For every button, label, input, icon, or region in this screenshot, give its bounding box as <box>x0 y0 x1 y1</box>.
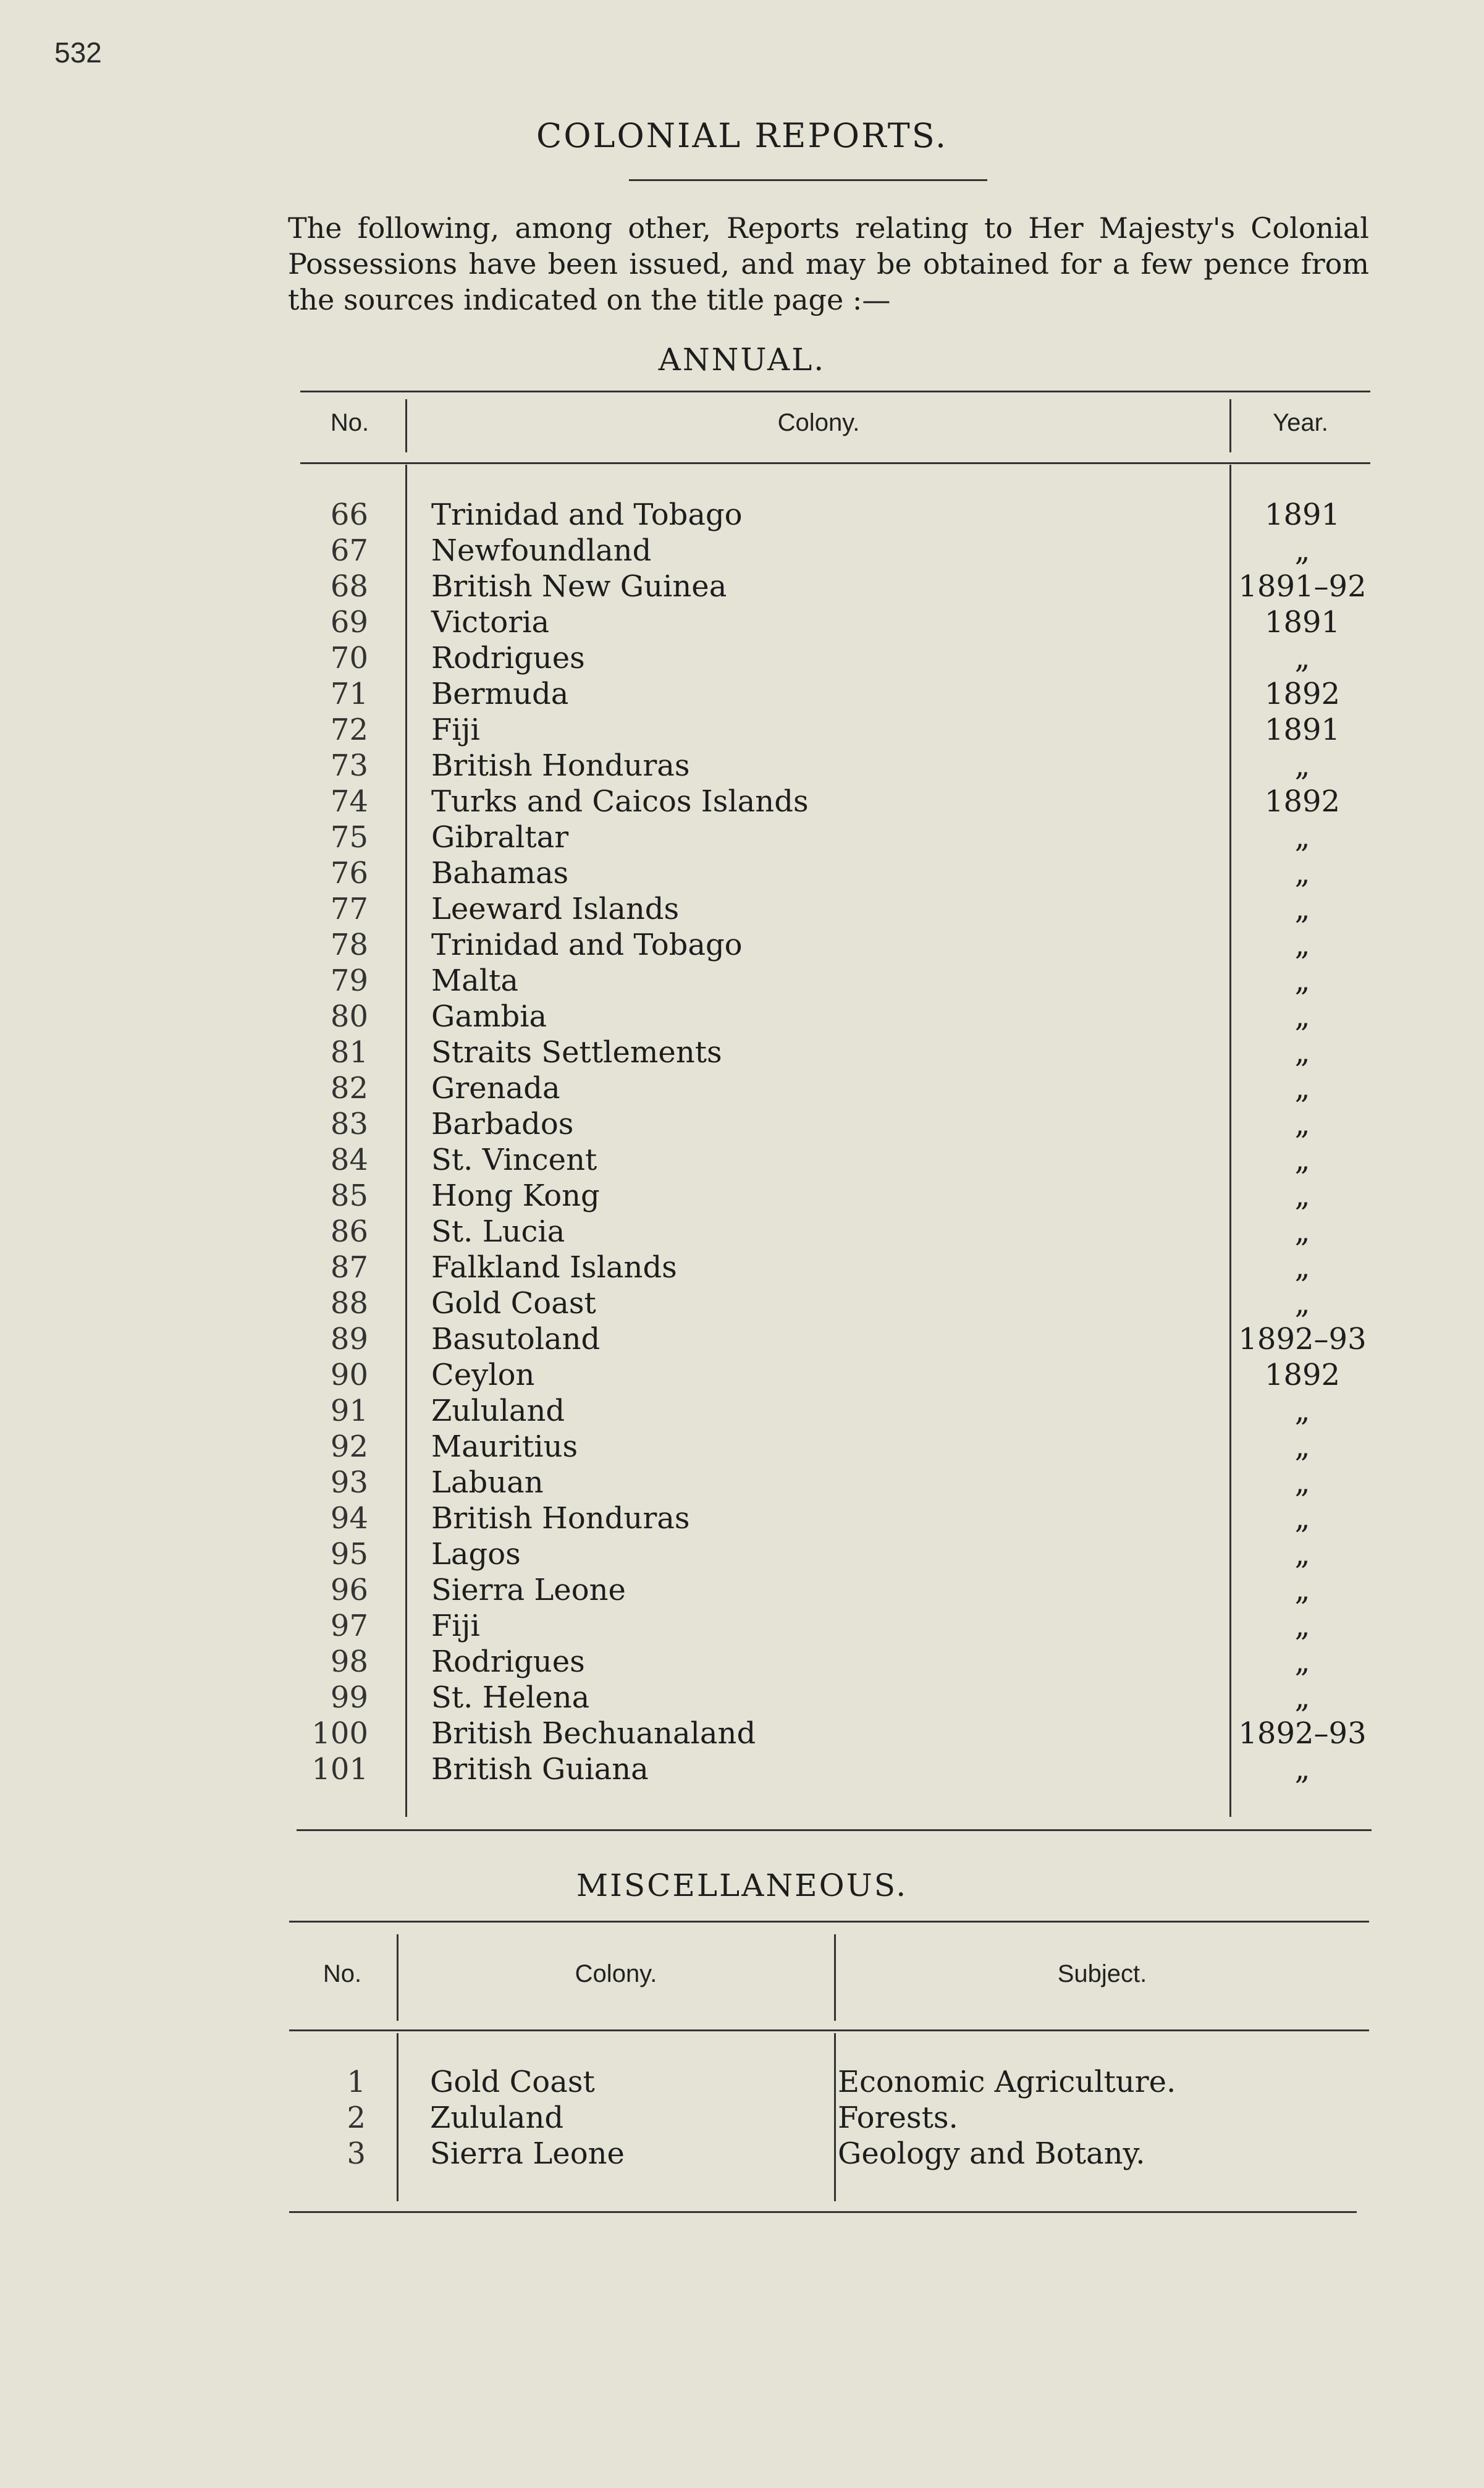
annual-row <box>288 640 1383 676</box>
annual-row-year: „ <box>1294 928 1310 962</box>
annual-row-number: 79 <box>330 963 368 998</box>
annual-row-number: 67 <box>330 533 368 568</box>
annual-row <box>288 748 1383 784</box>
annual-row-number: 89 <box>330 1322 368 1356</box>
annual-row-colony: British Bechuanaland <box>431 1716 756 1751</box>
annual-row-colony: Newfoundland <box>431 533 652 568</box>
annual-header-divider <box>1229 399 1231 452</box>
misc-top-rule <box>289 1921 1369 1923</box>
annual-row-year: „ <box>1294 1107 1310 1141</box>
annual-row-colony: Trinidad and Tobago <box>431 497 743 532</box>
annual-row <box>288 1500 1383 1536</box>
annual-row-colony: St. Vincent <box>431 1143 597 1177</box>
annual-row-number: 97 <box>330 1609 368 1643</box>
misc-row-number: 3 <box>347 2136 366 2171</box>
annual-row <box>288 1214 1383 1250</box>
annual-header-rule <box>300 462 1370 464</box>
annual-row-year: „ <box>1294 1143 1310 1177</box>
annual-row-colony: St. Helena <box>431 1680 590 1715</box>
annual-row <box>288 927 1383 963</box>
annual-row-year: 1892 <box>1264 677 1341 711</box>
annual-row-number: 70 <box>330 641 368 675</box>
annual-row-colony: Lagos <box>431 1537 521 1572</box>
annual-row-year: 1892–93 <box>1238 1716 1367 1751</box>
annual-row-colony: Basutoland <box>431 1322 601 1356</box>
annual-row-colony: Bermuda <box>431 677 569 711</box>
annual-row-year: 1891 <box>1264 605 1341 640</box>
annual-row-number: 73 <box>330 748 368 783</box>
title-rule <box>629 179 987 181</box>
misc-row <box>289 2136 1176 2172</box>
annual-row-colony: Bahamas <box>431 856 569 891</box>
annual-row-number: 80 <box>330 999 368 1034</box>
annual-row-colony: Barbados <box>431 1107 574 1141</box>
annual-row-year: „ <box>1294 1429 1310 1464</box>
annual-row-year: „ <box>1294 1609 1310 1643</box>
annual-row <box>288 533 1383 569</box>
annual-row-number: 92 <box>330 1429 368 1464</box>
annual-row-year: 1892 <box>1264 1358 1341 1392</box>
page-title: COLONIAL REPORTS. <box>536 116 948 155</box>
annual-row-colony: Trinidad and Tobago <box>431 928 743 962</box>
misc-row-colony: Sierra Leone <box>430 2136 625 2171</box>
annual-row-colony: Zululand <box>431 1394 565 1428</box>
annual-header-divider <box>405 399 407 452</box>
annual-row-year: „ <box>1294 1537 1310 1572</box>
annual-row-year: „ <box>1294 1250 1310 1285</box>
annual-row-number: 88 <box>330 1286 368 1321</box>
misc-header-divider <box>397 1934 398 2021</box>
annual-row <box>288 891 1383 927</box>
page-number: 532 <box>54 36 102 69</box>
annual-row <box>288 1178 1383 1214</box>
annual-row-year: „ <box>1294 1680 1310 1715</box>
misc-header-colony: Colony. <box>575 1960 657 1987</box>
misc-heading: MISCELLANEOUS. <box>576 1868 908 1903</box>
annual-row-number: 82 <box>330 1071 368 1106</box>
annual-row-colony: Turks and Caicos Islands <box>431 784 809 819</box>
annual-row-year: „ <box>1294 892 1310 926</box>
annual-row <box>288 1716 1383 1751</box>
misc-row-subject: Economic Agriculture. <box>838 2065 1176 2099</box>
misc-table <box>289 2064 1176 2172</box>
annual-row-number: 98 <box>330 1644 368 1679</box>
annual-row <box>288 1608 1383 1644</box>
annual-row-colony: Sierra Leone <box>431 1573 626 1607</box>
misc-header-divider <box>834 1934 836 2021</box>
annual-row <box>288 1572 1383 1608</box>
annual-row-number: 94 <box>330 1501 368 1536</box>
annual-row <box>288 1106 1383 1142</box>
annual-row-number: 101 <box>311 1752 368 1787</box>
annual-row-year: „ <box>1294 1501 1310 1536</box>
annual-row-colony: British Guiana <box>431 1752 649 1787</box>
annual-row <box>288 1321 1383 1357</box>
annual-row-colony: Hong Kong <box>431 1178 600 1213</box>
annual-row-colony: Straits Settlements <box>431 1035 722 1070</box>
annual-row <box>288 1357 1383 1393</box>
annual-row-colony: Labuan <box>431 1465 544 1500</box>
annual-row-number: 85 <box>330 1178 368 1213</box>
annual-row <box>288 1751 1383 1787</box>
annual-row-year: „ <box>1294 999 1310 1034</box>
misc-table-body <box>289 2064 1176 2172</box>
annual-row <box>288 1250 1383 1285</box>
annual-row-year: „ <box>1294 820 1310 855</box>
annual-row-year: „ <box>1294 1573 1310 1607</box>
annual-row <box>288 712 1383 748</box>
annual-row-number: 68 <box>330 569 368 604</box>
annual-row-number: 93 <box>330 1465 368 1500</box>
annual-row-colony: Rodrigues <box>431 641 585 675</box>
misc-header-subject: Subject. <box>1057 1960 1147 1987</box>
misc-row-colony: Zululand <box>430 2101 564 2135</box>
annual-row-colony: Grenada <box>431 1071 560 1106</box>
misc-row-subject: Forests. <box>838 2101 958 2135</box>
annual-row <box>288 1680 1383 1716</box>
annual-row-year: „ <box>1294 641 1310 675</box>
misc-row-subject: Geology and Botany. <box>838 2136 1145 2171</box>
annual-bottom-rule <box>297 1829 1372 1831</box>
annual-row-number: 96 <box>330 1573 368 1607</box>
intro-paragraph: The following, among other, Reports relating to Her Majesty's Colonial Possessions have been issued, and may be obtained for a few pence from the sources indicated on the title page :— <box>288 211 1369 316</box>
annual-row-colony: Gambia <box>431 999 547 1034</box>
annual-row-number: 66 <box>330 497 368 532</box>
annual-row-colony: Mauritius <box>431 1429 578 1464</box>
annual-heading: ANNUAL. <box>658 342 826 378</box>
annual-row-number: 81 <box>330 1035 368 1070</box>
annual-row-number: 90 <box>330 1358 368 1392</box>
misc-row-number: 2 <box>347 2101 366 2135</box>
annual-row-number: 75 <box>330 820 368 855</box>
annual-row <box>288 569 1383 604</box>
annual-row-year: 1891 <box>1264 713 1341 747</box>
annual-row <box>288 604 1383 640</box>
annual-row-number: 72 <box>330 713 368 747</box>
annual-row <box>288 1644 1383 1680</box>
annual-table-body <box>288 497 1383 1787</box>
annual-row-number: 71 <box>330 677 368 711</box>
misc-row <box>289 2064 1176 2100</box>
annual-row-year: „ <box>1294 1394 1310 1428</box>
annual-row <box>288 999 1383 1035</box>
misc-row <box>289 2100 1176 2136</box>
misc-header-rule <box>289 2029 1369 2031</box>
annual-row <box>288 963 1383 999</box>
annual-row <box>288 784 1383 819</box>
annual-row <box>288 1393 1383 1429</box>
annual-row-colony: Gibraltar <box>431 820 569 855</box>
annual-row-number: 91 <box>330 1394 368 1428</box>
annual-row-colony: St. Lucia <box>431 1214 565 1249</box>
annual-row-year: 1891 <box>1264 497 1341 532</box>
annual-row-year: „ <box>1294 1465 1310 1500</box>
annual-row-number: 76 <box>330 856 368 891</box>
annual-row-number: 95 <box>330 1537 368 1572</box>
annual-row-number: 78 <box>330 928 368 962</box>
annual-row-year: 1891–92 <box>1238 569 1367 604</box>
misc-bottom-rule <box>289 2211 1357 2213</box>
annual-row <box>288 1035 1383 1070</box>
annual-row-colony: Victoria <box>431 605 550 640</box>
annual-row-year: „ <box>1294 1752 1310 1787</box>
annual-header-year: Year. <box>1273 409 1328 436</box>
annual-row-number: 99 <box>330 1680 368 1715</box>
annual-row-colony: Rodrigues <box>431 1644 585 1679</box>
annual-row-year: 1892–93 <box>1238 1322 1367 1356</box>
annual-row-number: 77 <box>330 892 368 926</box>
annual-row-colony: Ceylon <box>431 1358 535 1392</box>
annual-row-year: 1892 <box>1264 784 1341 819</box>
annual-row-year: „ <box>1294 963 1310 998</box>
annual-row <box>288 855 1383 891</box>
annual-row-year: „ <box>1294 1286 1310 1321</box>
annual-row-colony: Fiji <box>431 713 480 747</box>
annual-row-colony: British Honduras <box>431 748 690 783</box>
annual-row-colony: Gold Coast <box>431 1286 596 1321</box>
annual-row-year: „ <box>1294 1214 1310 1249</box>
annual-row <box>288 1285 1383 1321</box>
annual-row <box>288 1536 1383 1572</box>
annual-row-number: 74 <box>330 784 368 819</box>
annual-row <box>288 1142 1383 1178</box>
annual-row-year: „ <box>1294 533 1310 568</box>
misc-row-number: 1 <box>347 2065 366 2099</box>
annual-row-number: 84 <box>330 1143 368 1177</box>
annual-row-colony: Malta <box>431 963 519 998</box>
annual-row-colony: Falkland Islands <box>431 1250 677 1285</box>
annual-row-colony: British New Guinea <box>431 569 727 604</box>
annual-row <box>288 1465 1383 1500</box>
annual-table <box>288 497 1383 1787</box>
annual-row-year: „ <box>1294 748 1310 783</box>
annual-row <box>288 497 1383 533</box>
annual-row-number: 83 <box>330 1107 368 1141</box>
annual-row-year: „ <box>1294 1178 1310 1213</box>
annual-row-number: 69 <box>330 605 368 640</box>
annual-row <box>288 1429 1383 1465</box>
annual-row-year: „ <box>1294 1644 1310 1679</box>
annual-header-no: No. <box>330 409 369 436</box>
annual-row <box>288 819 1383 855</box>
annual-header-colony: Colony. <box>777 409 860 436</box>
annual-row-year: „ <box>1294 856 1310 891</box>
misc-header-no: No. <box>323 1960 362 1987</box>
annual-row-colony: Leeward Islands <box>431 892 680 926</box>
annual-row-number: 87 <box>330 1250 368 1285</box>
annual-row-year: „ <box>1294 1071 1310 1106</box>
annual-row-year: „ <box>1294 1035 1310 1070</box>
annual-top-rule <box>300 391 1370 392</box>
misc-row-colony: Gold Coast <box>430 2065 595 2099</box>
annual-row-number: 86 <box>330 1214 368 1249</box>
annual-row <box>288 676 1383 712</box>
annual-row <box>288 1070 1383 1106</box>
annual-row-number: 100 <box>311 1716 368 1751</box>
annual-row-colony: British Honduras <box>431 1501 690 1536</box>
annual-row-colony: Fiji <box>431 1609 480 1643</box>
